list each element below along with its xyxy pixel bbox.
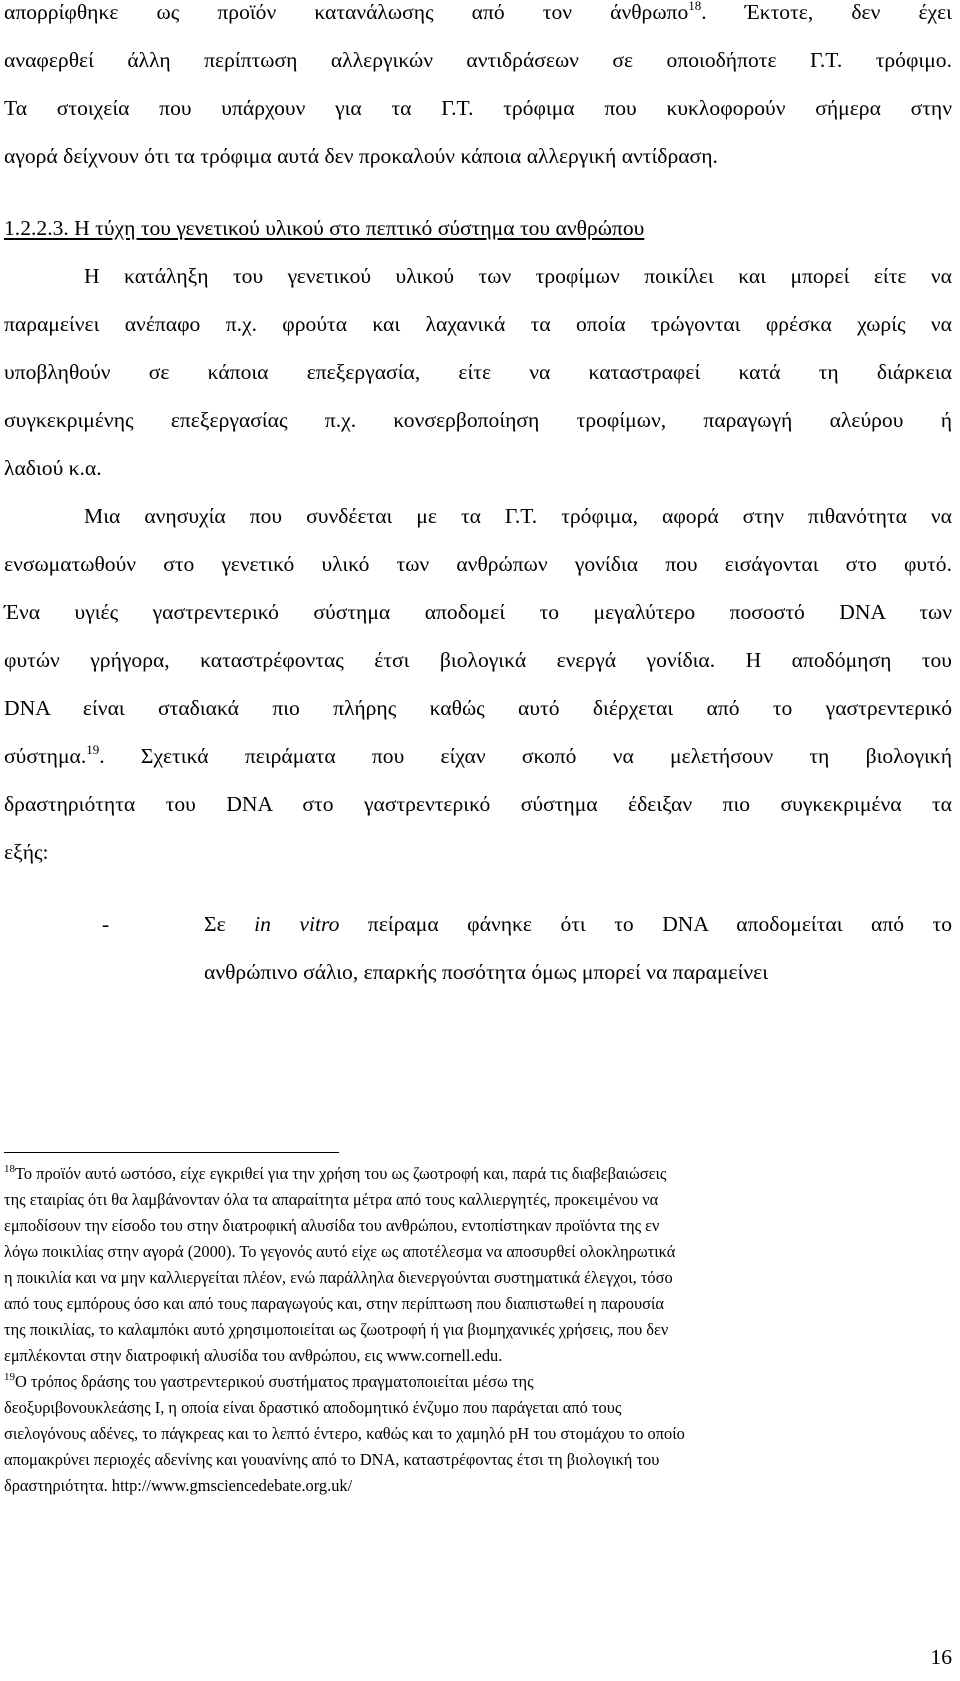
body-line: συγκεκριμένης επεξεργασίας π.χ. κονσερβοποίηση τροφίμων, παραγωγή αλεύρου ή (4, 408, 952, 432)
body-line: παραμείνει ανέπαφο π.χ. φρούτα και λαχανικά τα οποία τρώγονται φρέσκα χωρίς να (4, 312, 952, 336)
body-line: Τα στοιχεία που υπάρχουν για τα Γ.Τ. τρόφιμα που κυκλοφορούν σήμερα στην (4, 96, 952, 120)
page-number: 16 (930, 1645, 952, 1669)
footnote-line: λόγω ποικιλίας στην αγορά (2000). Το γεγονός αυτό είχε ως αποτέλεσμα να αποσυρθεί ολοκληρωτικά (4, 1242, 676, 1261)
footnote-line: εμπλέκονται στην διατροφική αλυσίδα του ανθρώπου, εις www.cornell.edu. (4, 1346, 503, 1365)
footnote-line: η ποικιλία και να μην καλλιεργείται πλέον, ενώ παράλληλα διενεργούνται συστηματικά έλεγχοι, τόσο (4, 1268, 673, 1287)
footnote-line: εμποδίσουν την είσοδο του στην διατροφική αλυσίδα του ανθρώπου, εντοπίστηκαν προϊόντα της εν (4, 1216, 660, 1235)
body-line: φυτών γρήγορα, καταστρέφοντας έτσι βιολογικά ενεργά γονίδια. Η αποδόμηση του (4, 648, 952, 672)
body-line: υποβληθούν σε κάποια επεξεργασία, είτε να καταστραφεί κατά τη διάρκεια (4, 360, 952, 384)
list-item-line: Σε in vitro πείραμα φάνηκε ότι το DNA αποδομείται από το (204, 912, 952, 936)
footnote-line: απομακρύνει περιοχές αδενίνης και γουανίνης από το DNA, καταστρέφοντας έτσι τη βιολογική του (4, 1450, 660, 1469)
paragraph-first-line: Η κατάληξη του γενετικού υλικού των τροφίμων ποικίλει και μπορεί είτε να (84, 264, 952, 288)
body-line: DNA είναι σταδιακά πιο πλήρης καθώς αυτό διέρχεται από το γαστρεντερικό (4, 696, 952, 720)
list-bullet: - (102, 912, 110, 936)
body-line: αγορά δείχνουν ότι τα τρόφιμα αυτά δεν προκαλούν κάποια αλλεργική αντίδραση. (4, 144, 718, 168)
body-line: δραστηριότητα του DNA στο γαστρεντερικό σύστημα έδειξαν πιο συγκεκριμένα τα (4, 792, 952, 816)
footnote-line: $^{18}$Το προϊόν αυτό ωστόσο, είχε εγκριθεί για την χρήση του ως ζωοτροφή και, παρά τις διαβεβαιώσεις (4, 1163, 667, 1183)
footnote-line: της εταιρίας ότι θα λαμβάνονταν όλα τα απαραίτητα μέτρα από τους καλλιεργητές, προκειμένου να (4, 1190, 659, 1209)
footnote-ref-18[interactable]: 18 (688, 0, 702, 13)
list-item-line: ανθρώπινο σάλιο, επαρκής ποσότητα όμως μπορεί να παραμείνει (204, 960, 769, 984)
footnote-number: 19 (4, 1371, 15, 1383)
footnote-separator (4, 1152, 339, 1153)
footnote-line: δεοξυριβονουκλεάσης I, η οποία είναι δραστικό αποδομητικό ένζυμο που παράγεται από τους (4, 1398, 622, 1417)
paragraph-first-line: Μια ανησυχία που συνδέεται με τα Γ.Τ. τρόφιμα, αφορά στην πιθανότητα να (84, 504, 952, 528)
body-line: ενσωματωθούν στο γενετικό υλικό των ανθρώπων γονίδια που εισάγονται στο φυτό. (4, 552, 952, 576)
body-line: Ένα υγιές γαστρεντερικό σύστημα αποδομεί το μεγαλύτερο ποσοστό DNA των (4, 600, 952, 624)
footnote-line: σιελογόνους αδένες, το πάγκρεας και το λεπτό έντερο, καθώς και το χαμηλό pH του στομάχου το οποίο (4, 1424, 685, 1443)
footnote-line: δραστηριότητα. http://www.gmsciencedebate.org.uk/ (4, 1476, 353, 1495)
footnote-line: από τους εμπόρους όσο και από τους παραγωγούς και, στην περίπτωση που διαπιστωθεί η παρουσία (4, 1294, 664, 1313)
section-heading: 1.2.2.3. Η τύχη του γενετικού υλικού στο πεπτικό σύστημα του ανθρώπου (4, 216, 645, 240)
footnote-line: $^{19}$Ο τρόπος δράσης του γαστρεντερικού συστήματος πραγματοποιείται μέσω της (4, 1371, 534, 1391)
body-line: αναφερθεί άλλη περίπτωση αλλεργικών αντιδράσεων σε οποιοδήποτε Γ.Τ. τρόφιμο. (4, 48, 952, 72)
body-line: εξής: (4, 840, 49, 864)
body-line: απορρίφθηκε ως προϊόν κατανάλωσης από τον άνθρωπο$^{18}$. Έκτοτε, δεν έχει (4, 0, 952, 24)
body-line: λαδιού κ.α. (4, 456, 102, 480)
footnote-number: 18 (4, 1163, 15, 1175)
footnote-line: της ποικιλίας, το καλαμπόκι αυτό χρησιμοποιείται ως ζωοτροφή ή για βιομηχανικές χρήσεις, που δεν (4, 1320, 669, 1339)
body-line: σύστημα.$^{19}$. Σχετικά πειράματα που είχαν σκοπό να μελετήσουν τη βιολογική (4, 742, 952, 768)
footnote-ref-19[interactable]: 19 (86, 742, 100, 757)
